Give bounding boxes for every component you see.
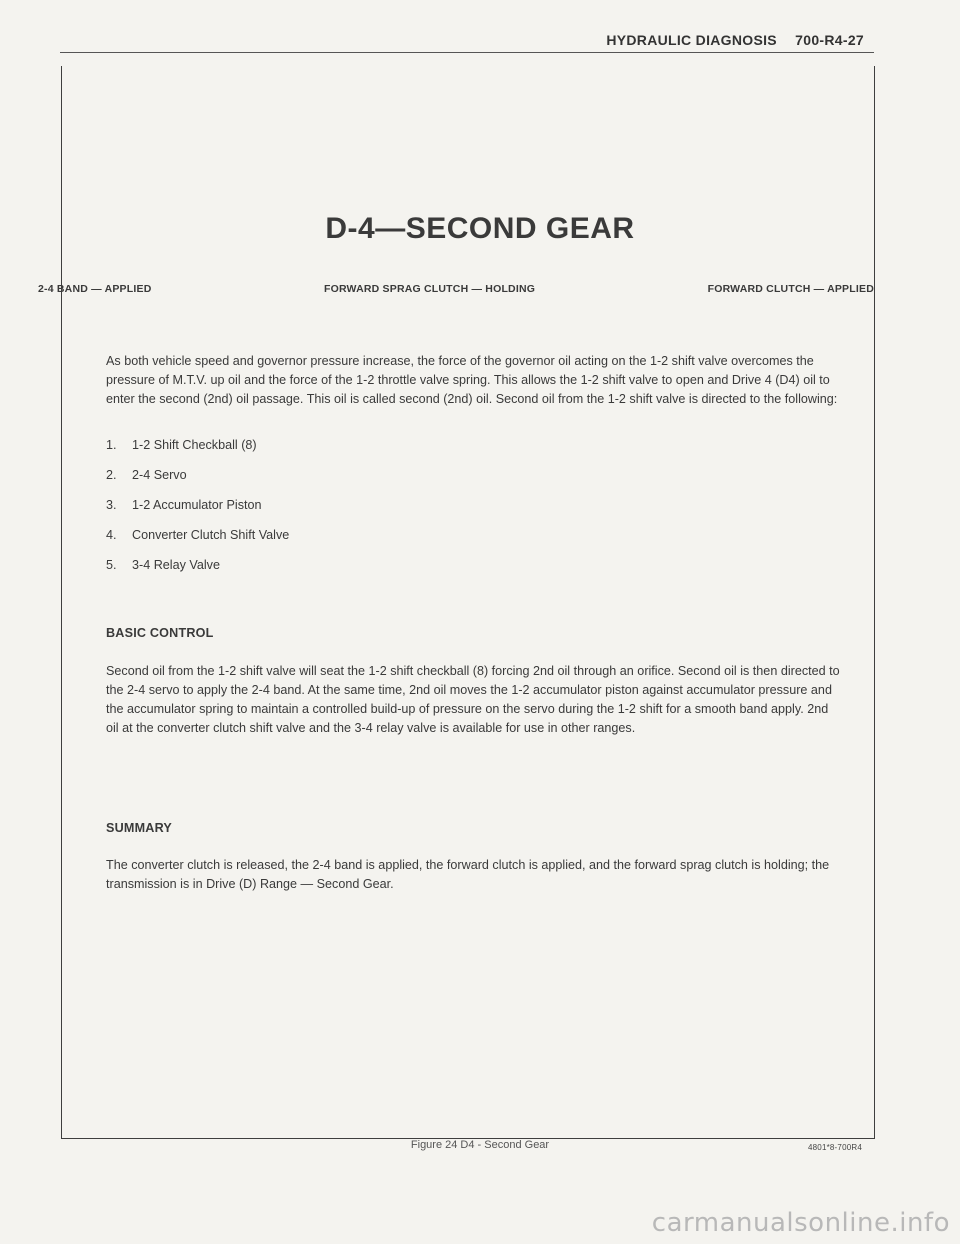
basic-control-heading: BASIC CONTROL (106, 626, 214, 640)
list-item (106, 436, 289, 466)
list-item (106, 466, 289, 496)
list-text: 1-2 Accumulator Piston (132, 498, 262, 512)
page-title: D-4—SECOND GEAR (325, 212, 635, 245)
status-sprag: FORWARD SPRAG CLUTCH — HOLDING (323, 283, 536, 295)
list-number: 1. (106, 438, 117, 452)
status-row (38, 283, 874, 295)
figure-id: 4801*8-700R4 (808, 1143, 862, 1152)
status-clutch: FORWARD CLUTCH — APPLIED (707, 283, 874, 295)
list-item (106, 526, 289, 556)
list-number: 5. (106, 558, 117, 572)
summary-heading: SUMMARY (106, 821, 172, 835)
list-number: 4. (106, 528, 117, 542)
list-text: 1-2 Shift Checkball (8) (132, 438, 257, 452)
intro-paragraph: As both vehicle speed and governor pressure increase, the force of the governor oil acting on the 1-2 shift valve overcomes the pressure of M.T.V. up oil and the force of the 1-2 throttle valve spring. This allows the 1-2 shift valve to open and Drive 4 (D4) oil to enter the second (2nd) oil passage. This oil is called second (2nd) oil. Second oil from the 1-2 shift valve is directed to the following: (106, 354, 838, 406)
list-text: Converter Clutch Shift Valve (132, 528, 290, 542)
basic-control-paragraph: Second oil from the 1-2 shift valve will seat the 1-2 shift checkball (8) forcing 2nd oil through an orifice. Second oil is then directed to the 2-4 servo to apply the 2-4 band. At the same time, 2nd oil moves the 1-2 accumulator piston against accumulator pressure and the accumulator spring to maintain a controlled build-up of pressure on the servo during the 1-2 shift for a smooth band apply. 2nd oil at the converter clutch shift valve and the 3-4 relay valve is available for use in other ranges. (106, 664, 840, 735)
destination-list (106, 436, 289, 586)
page-number: 700-R4-27 (795, 32, 864, 48)
header-rule (60, 52, 874, 53)
list-item (106, 556, 289, 586)
page-header (606, 32, 864, 48)
list-text: 2-4 Servo (132, 468, 187, 482)
figure-caption: Figure 24 D4 - Second Gear (410, 1139, 550, 1151)
list-number: 3. (106, 498, 117, 512)
list-text: 3-4 Relay Valve (132, 558, 220, 572)
section-title: HYDRAULIC DIAGNOSIS (606, 32, 777, 48)
watermark: carmanualsonline.info (651, 1208, 950, 1238)
status-band: 2-4 BAND — APPLIED (38, 283, 152, 295)
list-number: 2. (106, 468, 117, 482)
list-item (106, 496, 289, 526)
summary-paragraph: The converter clutch is released, the 2-4 band is applied, the forward clutch is applied, and the forward sprag clutch is holding; the transmission is in Drive (D) Range — Second Gear. (106, 858, 830, 891)
